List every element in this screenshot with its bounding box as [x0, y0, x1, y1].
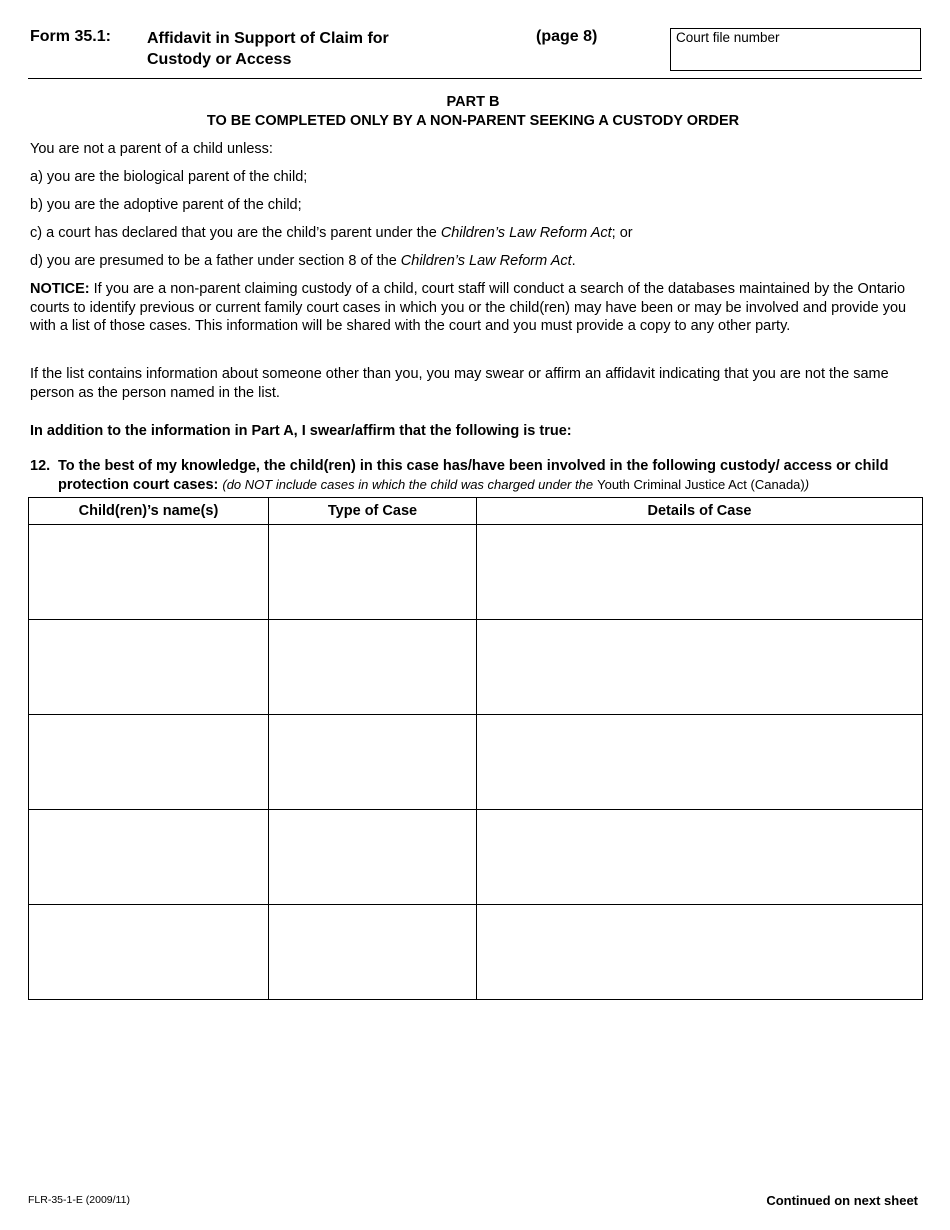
condition-c-text: c) a court has declared that you are the child’s parent under the: [30, 225, 441, 241]
condition-c: [30, 224, 920, 243]
details-of-case-cell[interactable]: [477, 810, 923, 905]
condition-b: b) you are the adoptive parent of the child;: [30, 197, 302, 213]
childrens-names-cell[interactable]: [29, 620, 269, 715]
question-12-note: (do NOT include cases in which the child was charged under the: [222, 476, 594, 492]
question-12-number: 12.: [30, 458, 51, 474]
column-header-type-of-case: Type of Case: [269, 498, 477, 525]
condition-d-act: Children’s Law Reform Act: [400, 253, 572, 269]
childrens-names-cell[interactable]: [29, 810, 269, 905]
condition-a: a) you are the biological parent of the child;: [30, 169, 308, 185]
details-of-case-cell[interactable]: [477, 620, 923, 715]
court-file-number-label: Court file number: [676, 30, 780, 45]
condition-d-end: .: [571, 253, 576, 269]
part-subtitle: TO BE COMPLETED ONLY BY A NON-PARENT SEEKING A CUSTODY ORDER: [206, 113, 740, 129]
form-title-line1: Affidavit in Support of Claim for: [147, 30, 389, 47]
details-of-case-cell[interactable]: [477, 905, 923, 1000]
list-note: If the list contains information about someone other than you, you may swear or affirm an affidavit indicating that you are not the same person as the person named in the list.: [30, 366, 889, 401]
notice-text: If you are a non-parent claiming custody of a child, court staff will conduct a search of the databases maintained by the Ontario courts to identify previous or current family court cases in which you or the child(ren) may have been or may be involved and provide you with a list of those cases. This information will be shared with the court and you must provide a copy to any other party.: [30, 281, 907, 334]
intro-text: You are not a parent of a child unless:: [30, 141, 273, 157]
header-divider: [28, 78, 922, 79]
page-number: (page 8): [536, 28, 598, 45]
form-title: [147, 28, 389, 70]
type-of-case-cell[interactable]: [269, 905, 477, 1000]
form-number: Form 35.1:: [30, 28, 111, 45]
court-file-number-field[interactable]: [670, 28, 921, 71]
column-header-details-of-case: Details of Case: [477, 498, 923, 525]
form-title-line2: Custody or Access: [147, 51, 292, 68]
form-code: FLR-35-1-E (2009/11): [28, 1194, 130, 1206]
notice-paragraph: [30, 280, 920, 336]
table-row: [29, 905, 923, 1000]
table-row: [29, 715, 923, 810]
condition-d-text: d) you are presumed to be a father under section 8 of the: [30, 253, 401, 269]
question-12-note-close: ): [804, 476, 810, 492]
childrens-names-cell[interactable]: [29, 715, 269, 810]
column-header-childrens-names: Child(ren)’s name(s): [29, 498, 269, 525]
type-of-case-cell[interactable]: [269, 620, 477, 715]
condition-d: [30, 252, 920, 271]
swear-statement: In addition to the information in Part A, I swear/affirm that the following is true:: [30, 423, 572, 439]
part-title: PART B: [446, 94, 500, 110]
table-row: [29, 810, 923, 905]
cases-table: [28, 497, 923, 1000]
table-row: [29, 620, 923, 715]
table-row: [29, 525, 923, 620]
type-of-case-cell[interactable]: [269, 715, 477, 810]
part-heading: [0, 93, 946, 131]
type-of-case-cell[interactable]: [269, 810, 477, 905]
question-12: [58, 457, 928, 494]
type-of-case-cell[interactable]: [269, 525, 477, 620]
continued-note: Continued on next sheet: [766, 1193, 918, 1208]
condition-c-end: ; or: [611, 225, 633, 241]
notice-label: NOTICE:: [30, 281, 90, 297]
table-header-row: [29, 498, 923, 525]
details-of-case-cell[interactable]: [477, 715, 923, 810]
condition-c-act: Children’s Law Reform Act: [440, 225, 612, 241]
childrens-names-cell[interactable]: [29, 525, 269, 620]
details-of-case-cell[interactable]: [477, 525, 923, 620]
question-12-text: To the best of my knowledge, the child(ren) in this case has/have been involved in the following custody/ access or child protection court cases:: [58, 458, 889, 493]
question-12-act: Youth Criminal Justice Act (Canada): [597, 476, 805, 492]
childrens-names-cell[interactable]: [29, 905, 269, 1000]
